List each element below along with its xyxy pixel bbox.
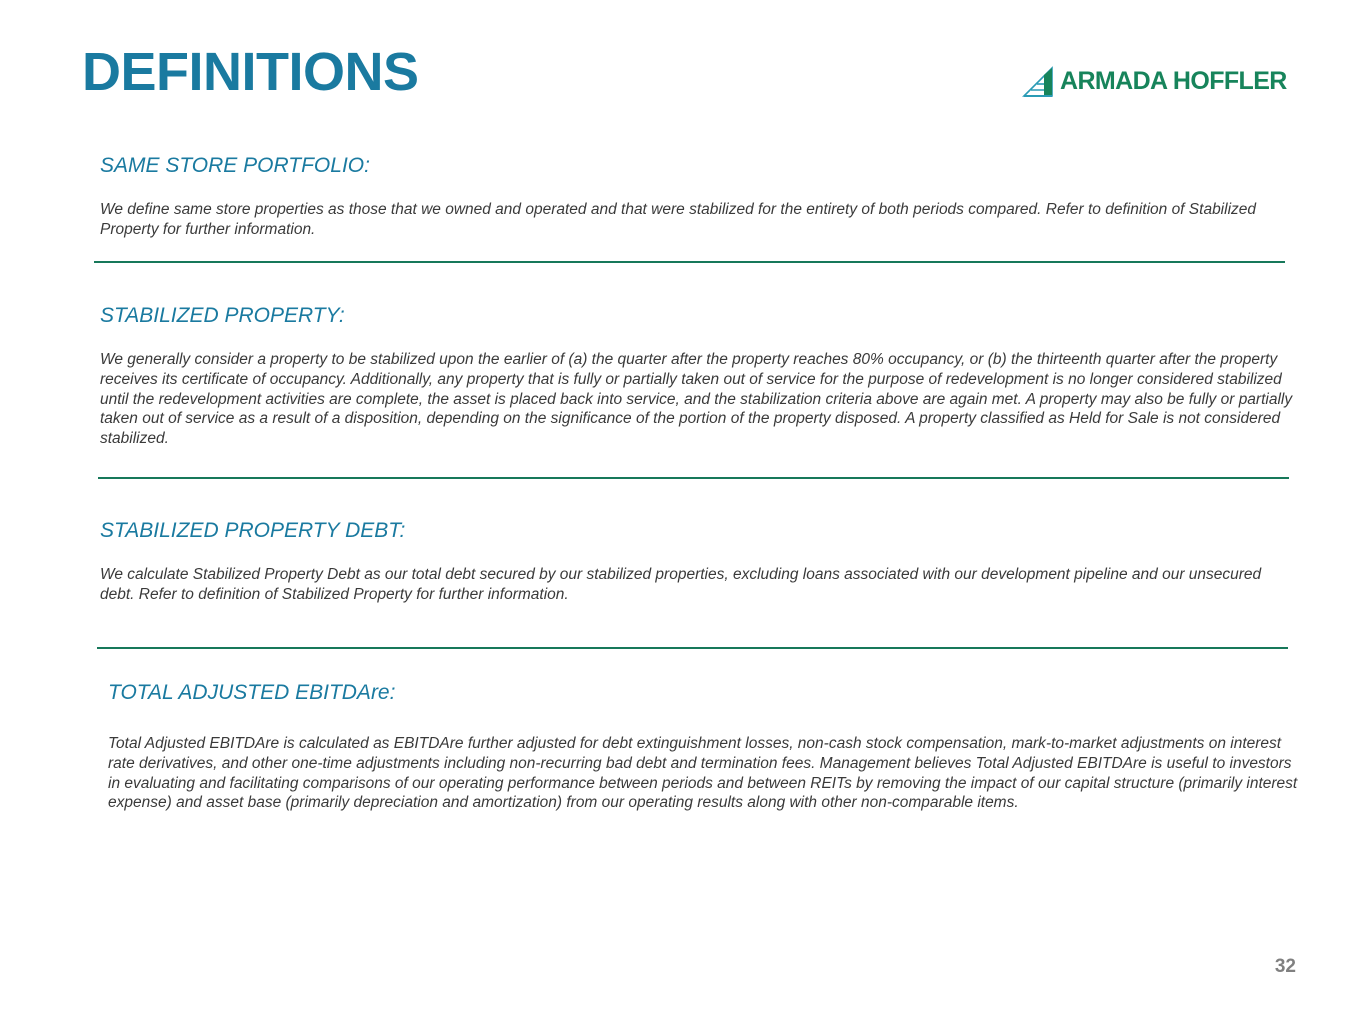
section-body: Total Adjusted EBITDAre is calculated as EBITDAre further adjusted for debt extinguishment losses, non-cash stock compensation, mark-to-market adjustments on interest rate derivatives, and other one-time adjustments including non-recurring bad debt and termination fees. Management believes Total Adjusted EBITDAre is useful to investors in evaluating and facilitating comparisons of our operating performance between periods and between REITs by removing the impact of our capital structure (primarily interest expense) and asset base (primarily depreciation and amortization) from our operating results along with other non-comparable items. bbox=[108, 735, 1298, 812]
armada-hoffler-mark-icon bbox=[1022, 65, 1056, 97]
definition-stabilized-property-debt bbox=[100, 518, 1290, 605]
definition-same-store-portfolio bbox=[100, 153, 1290, 240]
section-body: We define same store properties as those that we owned and operated and that were stabilized for the entirety of both periods compared. Refer to definition of Stabilized Property for further information. bbox=[100, 201, 1257, 238]
section-heading: STABILIZED PROPERTY DEBT: bbox=[100, 519, 406, 542]
section-divider bbox=[98, 477, 1289, 479]
section-heading: SAME STORE PORTFOLIO: bbox=[100, 154, 370, 177]
page-title: DEFINITIONS bbox=[82, 42, 419, 102]
definition-total-adjusted-ebitdare bbox=[108, 680, 1298, 813]
section-body: We generally consider a property to be stabilized upon the earlier of (a) the quarter after the property reaches 80% occupancy, or (b) the thirteenth quarter after the property receives its certificate of occupancy. Additionally, any property that is fully or partially taken out of service for the purpose of redevelopment is no longer considered stabilized until the redevelopment activities are complete, the asset is placed back into service, and the stabilization criteria above are again met. A property may also be fully or partially taken out of service as a result of a disposition, depending on the significance of the portion of the property disposed. A property classified as Held for Sale is not considered stabilized. bbox=[100, 351, 1293, 448]
section-heading: STABILIZED PROPERTY: bbox=[100, 304, 345, 327]
section-divider bbox=[97, 647, 1288, 649]
logo-wordmark: ARMADA HOFFLER bbox=[1060, 66, 1287, 95]
section-heading: TOTAL ADJUSTED EBITDAre: bbox=[108, 681, 396, 704]
page-number: 32 bbox=[1274, 956, 1296, 977]
section-body: We calculate Stabilized Property Debt as our total debt secured by our stabilized properties, excluding loans associated with our development pipeline and our unsecured debt. Refer to definition of Stabilized Property for further information. bbox=[100, 566, 1262, 603]
company-logo bbox=[1022, 64, 1287, 98]
definition-stabilized-property bbox=[100, 303, 1310, 449]
section-divider bbox=[94, 261, 1285, 263]
